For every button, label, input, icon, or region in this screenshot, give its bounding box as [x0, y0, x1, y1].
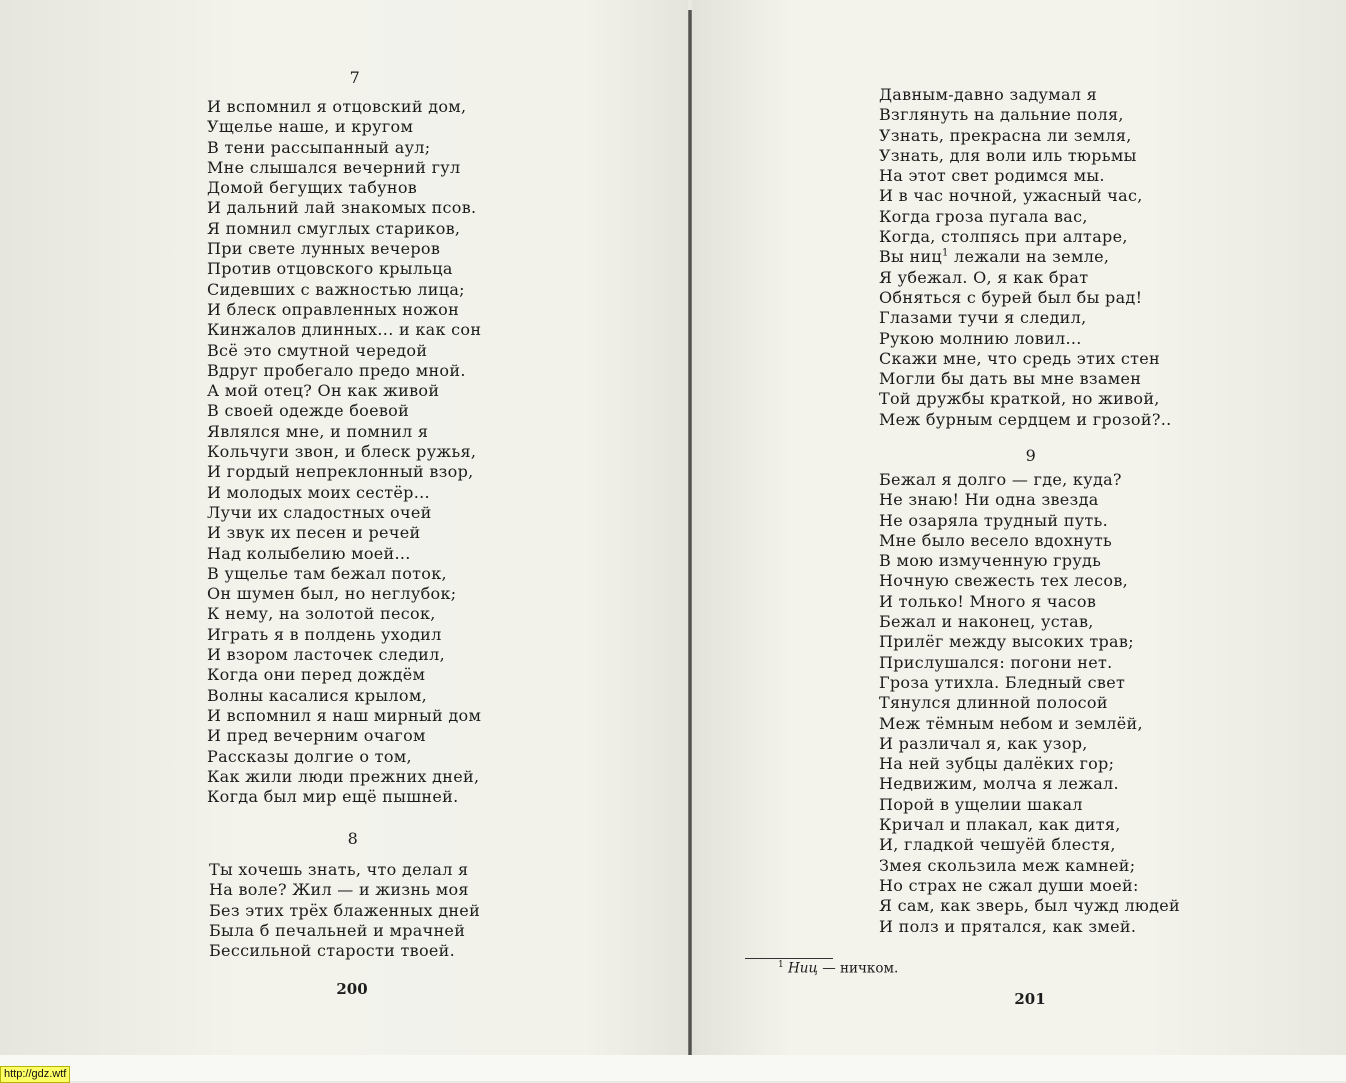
- verse-line: Без этих трёх блаженных дней: [209, 900, 481, 920]
- verse-line: Рассказы долгие о том,: [207, 746, 412, 766]
- footnote-reference: 1: [942, 248, 949, 260]
- verse-line: Я помнил смуглых стариков,: [207, 218, 461, 238]
- verse-line: Вдруг пробегало предо мной.: [207, 360, 466, 380]
- verse-line: Кольчуги звон, и блеск ружья,: [207, 442, 477, 462]
- verse-line: И дальний лай знакомых псов.: [207, 198, 477, 218]
- verse-line: Мне слышался вечерний гул: [207, 157, 461, 177]
- verse-line: Рукою молнию ловил...: [879, 328, 1082, 348]
- verse-line: Узнать, для воли иль тюрьмы: [879, 145, 1137, 165]
- verse-line: Ночную свежесть тех лесов,: [879, 571, 1129, 591]
- verse-line: И блеск оправленных ножон: [207, 299, 460, 319]
- footnote-mark: 1: [778, 960, 784, 970]
- verse-line: Играть я в полдень уходил: [207, 624, 442, 644]
- verse-line: И различал я, как узор,: [879, 733, 1088, 753]
- verse-text: лежали на земле,: [948, 247, 1110, 267]
- verse-line: Бежал я долго — где, куда?: [879, 470, 1122, 489]
- verse-line: И вспомнил я наш мирный дом: [207, 705, 482, 725]
- page-bottom-margin: [0, 1055, 1346, 1081]
- verse-line: Являлся мне, и помнил я: [207, 421, 429, 441]
- verse-line: Я убежал. О, я как брат: [879, 267, 1089, 287]
- verse-line: Гроза утихла. Бледный свет: [879, 672, 1126, 692]
- verse-line: Против отцовского крыльца: [207, 259, 453, 279]
- verse-line: Домой бегущих табунов: [207, 178, 418, 198]
- verse-line: В мою измученную грудь: [879, 551, 1102, 571]
- verse-line: Недвижим, молча я лежал.: [879, 774, 1119, 794]
- verse-line: Сидевших с важностью лица;: [207, 279, 465, 299]
- section-number-9: 9: [1025, 446, 1037, 465]
- verse-line: Когда они перед дождём: [207, 665, 426, 685]
- verse-line: На этот свет родимся мы.: [879, 166, 1105, 186]
- verse-line: В ущелье там бежал поток,: [207, 563, 447, 583]
- verse-line: При свете лунных вечеров: [207, 239, 441, 259]
- stanza-8: [209, 860, 480, 961]
- stanza-8-continued: [879, 85, 1171, 430]
- verse-line: В тени рассыпанный аул;: [207, 137, 431, 157]
- verse-line: Всё это смутной чередой: [207, 340, 428, 360]
- verse-line: Змея скользила меж камней;: [879, 855, 1136, 875]
- verse-line: И пред вечерним очагом: [207, 726, 426, 746]
- page-number-right: 201: [1014, 990, 1046, 1008]
- verse-line: И звук их песен и речей: [207, 523, 421, 543]
- verse-line: И гордый непреклонный взор,: [207, 462, 474, 482]
- verse-line: И молодых моих сестёр...: [207, 482, 430, 502]
- verse-line: Узнать, прекрасна ли земля,: [879, 125, 1132, 145]
- verse-line: К нему, на золотой песок,: [207, 604, 436, 624]
- verse-line: Не знаю! Ни одна звезда: [879, 490, 1099, 510]
- verse-line: Бессильной старости твоей.: [209, 941, 456, 961]
- verse-line: И в час ночной, ужасный час,: [879, 186, 1143, 206]
- verse-line: Лучи их сладостных очей: [207, 502, 432, 522]
- verse-line: Кинжалов длинных... и как сон: [207, 320, 482, 340]
- verse-text: Вы ниц: [879, 247, 942, 267]
- right-page: [692, 0, 1346, 1060]
- verse-line: Кричал и плакал, как дитя,: [879, 815, 1121, 835]
- verse-line: Я сам, как зверь, был чужд людей: [879, 896, 1181, 916]
- verse-line: На ней зубцы далёких гор;: [879, 754, 1115, 774]
- page-number-left: 200: [336, 980, 368, 998]
- verse-line: Меж тёмным небом и землёй,: [879, 713, 1143, 733]
- verse-line: Он шумен был, но неглубок;: [207, 584, 457, 604]
- verse-line: Ущелье наше, и кругом: [207, 117, 414, 137]
- verse-line: И, гладкой чешуёй блестя,: [879, 835, 1116, 855]
- verse-line: Взглянуть на дальние поля,: [879, 105, 1124, 125]
- watermark-link[interactable]: http://gdz.wtf: [0, 1066, 70, 1083]
- verse-line: И полз и прятался, как змей.: [879, 916, 1137, 936]
- stanza-9: [879, 470, 1180, 937]
- verse-line: Скажи мне, что средь этих стен: [879, 348, 1160, 368]
- verse-line: И вспомнил я отцовский дом,: [207, 97, 467, 116]
- verse-line: Обняться с бурей был бы рад!: [879, 287, 1143, 307]
- verse-line: Когда, столпясь при алтаре,: [879, 227, 1128, 247]
- verse-line: В своей одежде боевой: [207, 401, 410, 421]
- footnote-rule: [745, 958, 833, 959]
- verse-line: А мой отец? Он как живой: [207, 381, 440, 401]
- verse-line: Давным-давно задумал я: [879, 85, 1098, 104]
- verse-line: На воле? Жил — и жизнь моя: [209, 880, 469, 900]
- verse-line: Прилёг между высоких трав;: [879, 632, 1134, 652]
- verse-line: И только! Много я часов: [879, 591, 1097, 611]
- verse-line: Прислушался: погони нет.: [879, 652, 1113, 672]
- verse-line: Когда был мир ещё пышней.: [207, 787, 459, 807]
- verse-line: Порой в ущелии шакал: [879, 794, 1083, 814]
- verse-line: Той дружбы краткой, но живой,: [879, 389, 1160, 409]
- section-number-8: 8: [347, 829, 359, 848]
- footnote: [778, 960, 898, 977]
- verse-line: Мне было весело вдохнуть: [879, 530, 1112, 550]
- verse-line: И взором ласточек следил,: [207, 645, 445, 665]
- stanza-7: [207, 97, 481, 807]
- footnote-definition: — ничком.: [817, 960, 899, 977]
- verse-line: Когда гроза пугала вас,: [879, 206, 1088, 226]
- verse-line: Не озаряла трудный путь.: [879, 510, 1108, 530]
- verse-line: Тянулся длинной полосой: [879, 693, 1108, 713]
- footnote-term: Ниц: [788, 960, 818, 977]
- verse-line: Как жили люди прежних дней,: [207, 766, 480, 786]
- verse-line: Над колыбелию моей...: [207, 543, 411, 563]
- section-number-7: 7: [349, 68, 361, 87]
- verse-line: Меж бурным сердцем и грозой?..: [879, 409, 1172, 429]
- verse-line: Бежал и наконец, устав,: [879, 612, 1094, 632]
- verse-line: Волны касалися крылом,: [207, 685, 427, 705]
- verse-line: Могли бы дать вы мне взамен: [879, 369, 1142, 389]
- verse-line: Но страх не сжал души моей:: [879, 875, 1139, 895]
- verse-line: Была б печальней и мрачней: [209, 920, 466, 940]
- verse-line: Ты хочешь знать, что делал я: [209, 860, 469, 879]
- verse-line-with-footnote: [879, 247, 1171, 267]
- verse-line: Глазами тучи я следил,: [879, 308, 1087, 328]
